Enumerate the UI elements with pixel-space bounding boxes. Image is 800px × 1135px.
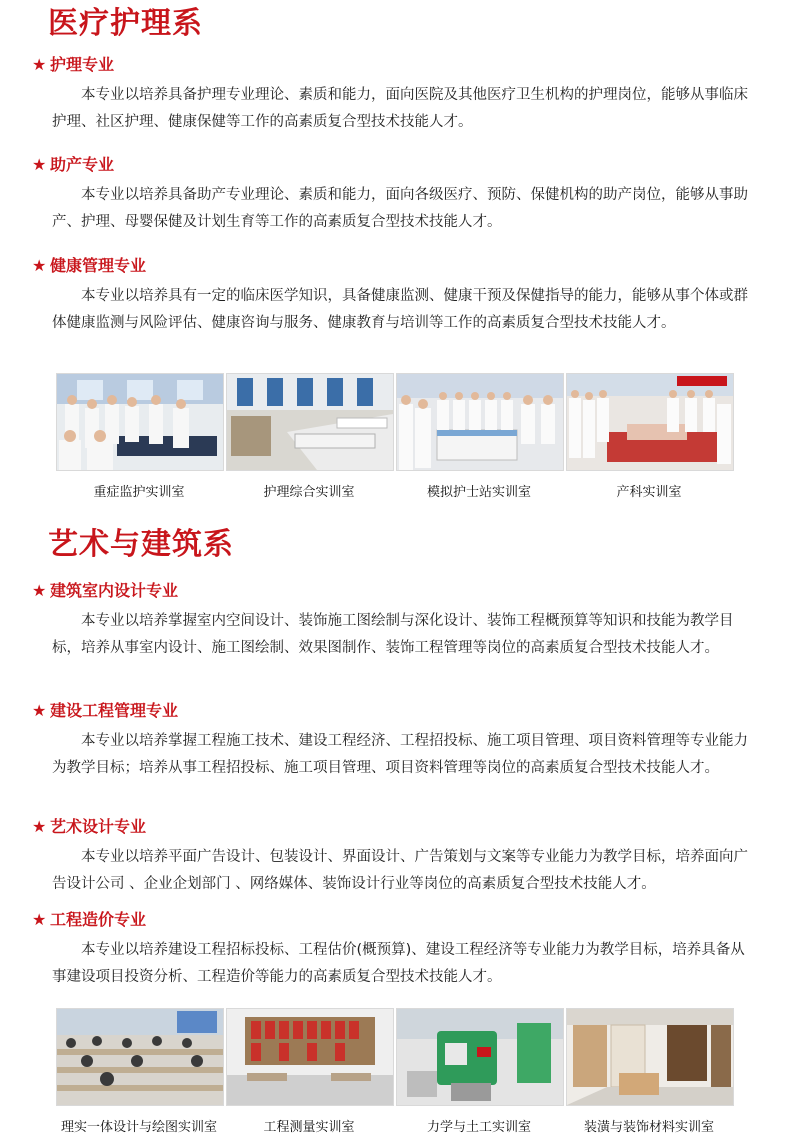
- major-description: 本专业以培养具备助产专业理论、素质和能力，面向各级医疗、预防、保健机构的助产岗位，能够从事助产、护理、母婴保健及计划生育等工作的高素质复合型技术技能人才。: [52, 187, 748, 230]
- training-room-photo: [56, 1008, 224, 1106]
- star-icon: ★: [32, 701, 47, 720]
- gallery-tile: [226, 1008, 392, 1135]
- major-description: 本专业以培养具备护理专业理论、素质和能力，面向医院及其他医疗卫生机构的护理岗位，能够从事临床护理、社区护理、健康保健等工作的高素质复合型技术技能人才。: [52, 87, 748, 130]
- major-title: 工程造价专业: [50, 910, 147, 929]
- star-icon: ★: [32, 155, 47, 174]
- major-title: 助产专业: [50, 155, 115, 174]
- major-description: 本专业以培养平面广告设计、包装设计、界面设计、广告策划与文案等专业能力为教学目标，培养面向广告设计公司 、企业企划部门 、网络媒体、装饰设计行业等岗位的高素质复合型技术技能人才。: [52, 849, 748, 892]
- training-room-caption: 模拟护士站实训室: [426, 485, 531, 500]
- training-room-photo: [396, 373, 564, 471]
- training-room-photo: [56, 373, 224, 471]
- major-interior-design: [32, 580, 752, 662]
- section-title-medical: 医疗护理系: [48, 6, 203, 41]
- training-room-caption: 重症监护实训室: [93, 485, 185, 500]
- major-title: 建筑室内设计专业: [50, 581, 179, 600]
- major-art-design: [32, 816, 752, 898]
- training-room-caption: 力学与土工实训室: [426, 1120, 531, 1135]
- major-title: 建设工程管理专业: [50, 701, 179, 720]
- training-room-photo: [226, 1008, 394, 1106]
- training-room-caption: 护理综合实训室: [263, 485, 355, 500]
- star-icon: ★: [32, 256, 47, 275]
- major-health-management: [32, 255, 752, 337]
- training-room-caption: 理实一体设计与绘图实训室: [60, 1120, 217, 1135]
- gallery-tile: [56, 1008, 222, 1135]
- training-room-photo: [566, 1008, 734, 1106]
- training-room-photo: [226, 373, 394, 471]
- star-icon: ★: [32, 55, 47, 74]
- major-midwifery: [32, 154, 752, 236]
- gallery-tile: [396, 1008, 562, 1135]
- major-nursing: [32, 54, 752, 136]
- gallery-tile: [566, 1008, 732, 1135]
- star-icon: ★: [32, 910, 47, 929]
- section-title-art-architecture: 艺术与建筑系: [48, 527, 234, 562]
- gallery-tile: [226, 373, 392, 500]
- gallery-tile: [566, 373, 732, 500]
- major-title: 护理专业: [50, 55, 115, 74]
- star-icon: ★: [32, 581, 47, 600]
- gallery-tile: [56, 373, 222, 500]
- training-room-caption: 装潢与装饰材料实训室: [583, 1120, 714, 1135]
- training-room-caption: 工程测量实训室: [263, 1120, 355, 1135]
- major-description: 本专业以培养建设工程招标投标、工程估价(概预算)、建设工程经济等专业能力为教学目标，培养具备从事建设项目投资分析、工程造价等能力的高素质复合型技术技能人才。: [52, 942, 745, 985]
- training-room-photo: [396, 1008, 564, 1106]
- training-room-gallery-medical: [56, 373, 732, 500]
- major-description: 本专业以培养掌握室内空间设计、装饰施工图绘制与深化设计、装饰工程概预算等知识和技能为教学目标，培养从事室内设计、施工图绘制、效果图制作、装饰工程管理等岗位的高素质复合型技术技能人才。: [52, 613, 734, 656]
- star-icon: ★: [32, 817, 47, 836]
- major-title: 艺术设计专业: [50, 817, 147, 836]
- major-construction-management: [32, 700, 752, 782]
- major-engineering-cost: [32, 909, 752, 991]
- training-room-gallery-art: [56, 1008, 732, 1135]
- training-room-caption: 产科实训室: [616, 485, 682, 500]
- major-description: 本专业以培养具有一定的临床医学知识，具备健康监测、健康干预及保健指导的能力，能够从事个体或群体健康监测与风险评估、健康咨询与服务、健康教育与培训等工作的高素质复合型技术技能人才。: [52, 288, 748, 331]
- major-title: 健康管理专业: [50, 256, 147, 275]
- major-description: 本专业以培养掌握工程施工技术、建设工程经济、工程招投标、施工项目管理、项目资料管理等专业能力为教学目标；培养从事工程招投标、施工项目管理、项目资料管理等岗位的高素质复合型技术技能人才。: [52, 733, 748, 776]
- gallery-tile: [396, 373, 562, 500]
- training-room-photo: [566, 373, 734, 471]
